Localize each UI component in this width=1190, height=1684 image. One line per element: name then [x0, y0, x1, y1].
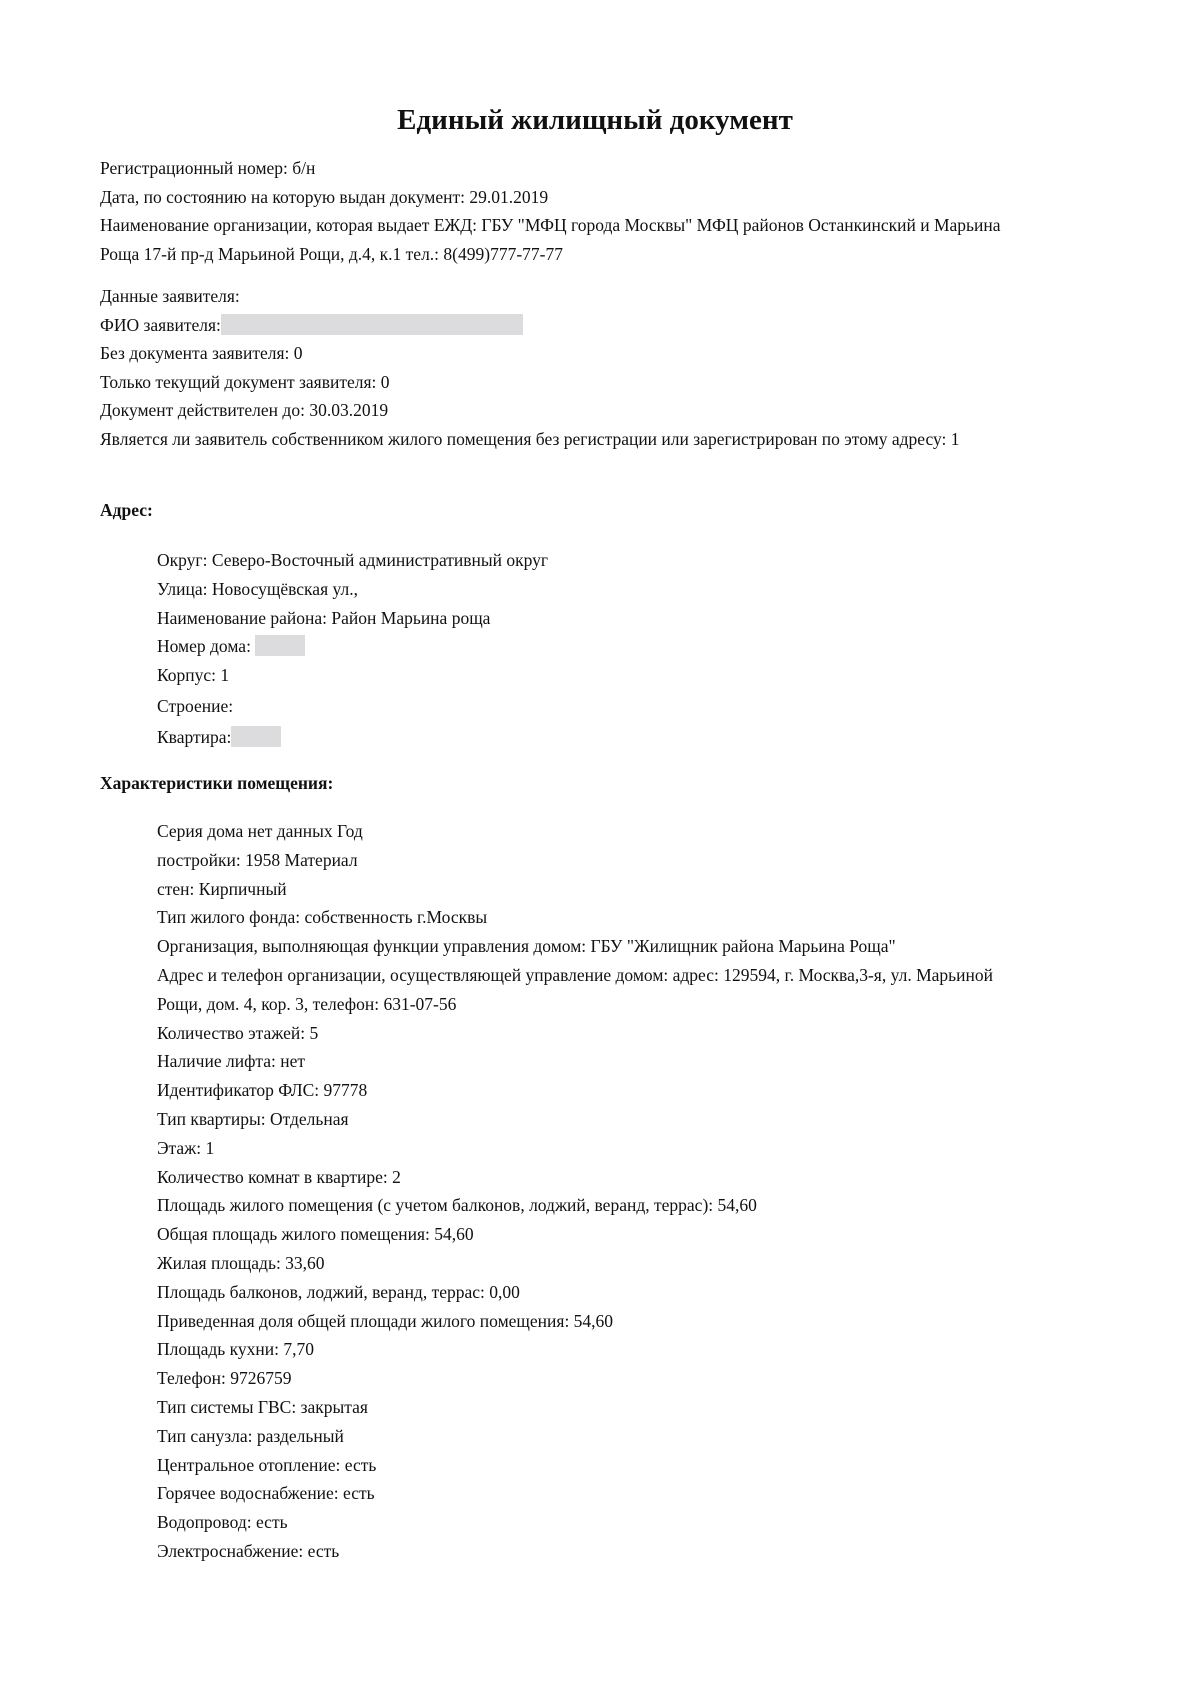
floor-number: Этаж: 1 [157, 1137, 215, 1158]
apartment-type: Тип квартиры: Отдельная [157, 1108, 349, 1129]
applicant-fio-row [100, 311, 1120, 340]
house-series-line: Серия дома нет данных Год [157, 821, 363, 841]
address-okrug: Округ: Северо-Восточный административный округ [157, 550, 549, 570]
rooms-count: Количество комнат в квартире: 2 [157, 1166, 401, 1187]
construction-year-line: постройки: 1958 Материал [157, 849, 358, 870]
current-document-only: Только текущий документ заявителя: 0 [100, 371, 390, 392]
fls-identifier: Идентификатор ФЛС: 97778 [157, 1080, 368, 1101]
hot-water-supply: Горячее водоснабжение: есть [157, 1483, 375, 1504]
header-block [100, 154, 1120, 268]
address-block [157, 546, 1137, 752]
address-house-row [157, 632, 1137, 661]
balconies-area: Площадь балконов, лоджий, веранд, террас: 0,00 [157, 1281, 520, 1302]
applicant-fio-redaction [221, 314, 523, 335]
floors-count: Количество этажей: 5 [157, 1022, 319, 1043]
management-address-line-2: Рощи, дом. 4, кор. 3, телефон: 631-07-56 [157, 993, 457, 1014]
issuing-organization-line-1: Наименование организации, которая выдает ЕЖД: ГБУ "МФЦ города Москвы" МФЦ районов Останкинский и Марьина [100, 215, 1001, 236]
address-street: Улица: Новосущёвская ул., [157, 578, 358, 599]
without-document: Без документа заявителя: 0 [100, 343, 303, 364]
bathroom-type: Тип санузла: раздельный [157, 1425, 344, 1446]
issue-date: Дата, по состоянию на которую выдан документ: 29.01.2019 [100, 186, 549, 207]
wall-material-line: стен: Кирпичный [157, 878, 287, 899]
applicant-section-label: Данные заявителя: [100, 286, 240, 306]
water-supply: Водопровод: есть [157, 1512, 288, 1533]
issuing-organization-line-2: Роща 17-й пр-д Марьиной Рощи, д.4, к.1 тел.: 8(499)777-77-77 [100, 243, 563, 264]
address-apartment-label: Квартира: [157, 726, 232, 747]
hot-water-system-type: Тип системы ГВС: закрытая [157, 1396, 368, 1417]
management-address-line-1: Адрес и телефон организации, осуществляющей управление домом: адрес: 129594, г. Москва,3-я, ул. Марьиной [157, 964, 993, 985]
owner-or-registered: Является ли заявитель собственником жилого помещения без регистрации или зарегистрирован по этому адресу: 1 [100, 428, 960, 449]
address-korpus: Корпус: 1 [157, 665, 230, 686]
elevator-presence: Наличие лифта: нет [157, 1051, 306, 1072]
address-house-redaction [255, 635, 305, 656]
total-area: Общая площадь жилого помещения: 54,60 [157, 1224, 474, 1245]
address-district: Наименование района: Район Марьина роща [157, 607, 491, 628]
area-with-balconies: Площадь жилого помещения (с учетом балконов, лоджий, веранд, террас): 54,60 [157, 1195, 757, 1216]
address-apartment-redaction [231, 726, 281, 747]
applicant-block [100, 282, 1120, 454]
kitchen-area: Площадь кухни: 7,70 [157, 1339, 314, 1360]
document-valid-until: Документ действителен до: 30.03.2019 [100, 400, 389, 421]
registration-number: Регистрационный номер: б/н [100, 158, 316, 178]
phone-number: Телефон: 9726759 [157, 1368, 292, 1389]
central-heating: Центральное отопление: есть [157, 1454, 377, 1475]
characteristics-heading: Характеристики помещения: [100, 773, 334, 793]
address-apartment-row [157, 723, 1137, 752]
applicant-fio-label: ФИО заявителя: [100, 314, 221, 335]
reduced-share-area: Приведенная доля общей площади жилого помещения: 54,60 [157, 1310, 614, 1331]
management-organization: Организация, выполняющая функции управления домом: ГБУ "Жилищник района Марьина Роща" [157, 936, 896, 957]
living-area: Жилая площадь: 33,60 [157, 1252, 325, 1273]
address-heading: Адрес: [100, 500, 153, 520]
address-stroenie: Строение: [157, 695, 234, 716]
characteristics-block [157, 817, 1137, 1566]
document-title: Единый жилищный документ [397, 104, 793, 136]
electricity-supply: Электроснабжение: есть [157, 1540, 340, 1561]
address-house-label: Номер дома: [157, 636, 251, 657]
housing-fund-type: Тип жилого фонда: собственность г.Москвы [157, 907, 488, 928]
